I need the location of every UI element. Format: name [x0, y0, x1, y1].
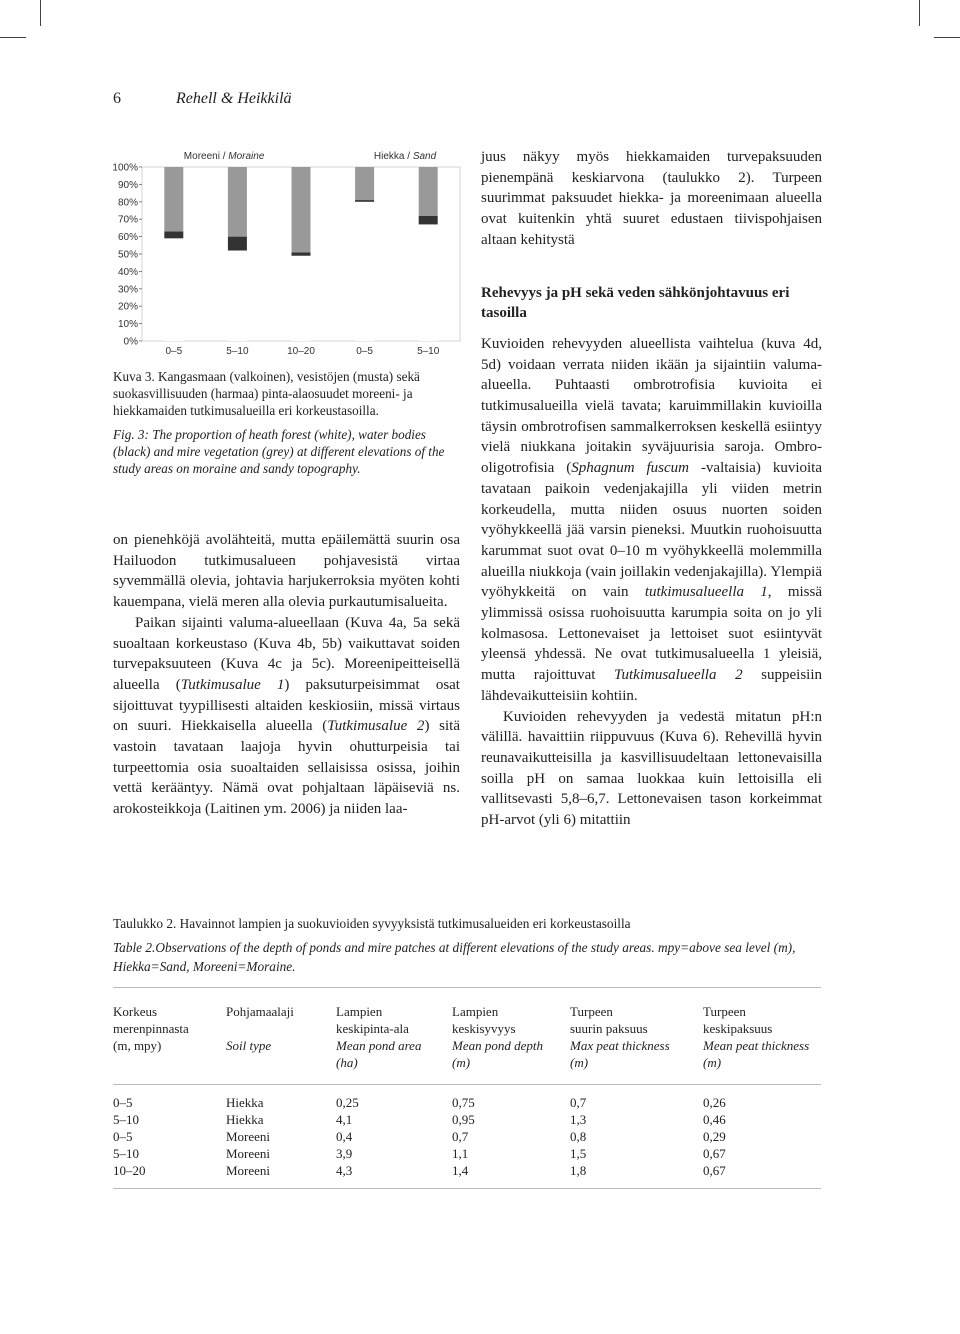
y-tick-label: 70% — [117, 214, 138, 226]
paragraph: on pienehköjä avolähteitä, mutta epäilemättä suurin osa Hailuodon tutkimusalueen pohjavesistä virtaa syvemmällä olevia, johtavia harjukerroksia myöten kohti kauempana, vielä meren alla olevia purkautumisalueita. — [113, 532, 460, 611]
paragraph: Kuvioiden rehevyyden ja vedestä mitatun pH:n välillä. havaittiin riippuvuus (Kuva 6). Rehevillä hyvin reunavaikutteisilla ja kasvillisuudeltaan lettonevaisilla soilla pH on samaa luokkaa kuin lettoisilla eli vallitsevasti 5,8–6,7. Lettonevaisen tason korkeimmat pH-arvot (yli 6) mitattiin — [481, 708, 822, 829]
bar-segment — [164, 167, 183, 231]
bar-segment — [355, 202, 374, 341]
table-rule-mid — [113, 1084, 821, 1085]
col-header-max-peat: Turpeen suurin paksuus Max peat thickness (m) — [570, 1004, 670, 1070]
bar-segment — [228, 251, 247, 341]
x-tick-label: 5–10 — [226, 346, 249, 357]
bar-segment — [419, 216, 438, 225]
page-number: 6 — [113, 90, 121, 107]
left-column — [113, 530, 460, 820]
table-body — [113, 1094, 823, 1179]
y-tick-label: 50% — [117, 249, 138, 261]
table-row: 5–10 Hiekka 4,1 0,95 1,3 0,46 — [113, 1112, 726, 1127]
table-row: 0–5 Hiekka 0,25 0,75 0,7 0,26 — [113, 1095, 726, 1110]
running-head-authors: Rehell & Heikkilä — [176, 90, 292, 107]
bar-segment — [292, 167, 311, 252]
table-rule-top — [113, 987, 821, 988]
bar-segment — [355, 200, 374, 202]
y-tick-label: 90% — [117, 179, 138, 191]
table-header — [113, 1003, 833, 1073]
x-tick-label: 0–5 — [356, 346, 373, 357]
y-tick-label: 100% — [112, 162, 138, 174]
bar-segment — [419, 224, 438, 341]
crop-mark — [40, 0, 41, 26]
table-caption-en: Table 2.Observations of the depth of ponds and mire patches at different elevations of the study areas. mpy=above sea level (m), Hiekka=Sand, Moreeni=Moraine. — [113, 940, 796, 974]
y-tick-label: 10% — [117, 319, 138, 331]
bar-segment — [164, 231, 183, 238]
bar-segment — [228, 237, 247, 251]
y-tick-label: 30% — [117, 284, 138, 296]
crop-mark — [919, 0, 920, 26]
bar-segment — [419, 167, 438, 216]
col-header-pond-depth: Lampien keskisyvyys Mean pond depth (m) — [452, 1004, 543, 1070]
figure-caption-fi: Kuva 3. Kangasmaan (valkoinen), vesistöjen (musta) sekä suokasvillisuuden (harmaa) pinta-alaosuudet moreeni- ja hiekkamaiden tutkimusalueilla eri korkeustasoilla. — [113, 369, 420, 418]
section-heading: Rehevyys ja pH sekä veden sähkönjohtavuus eri tasoilla — [481, 284, 790, 322]
y-tick-label: 40% — [117, 266, 138, 278]
col-header-mean-peat: Turpeen keskipaksuus Mean peat thickness (m) — [703, 1004, 810, 1070]
x-tick-label: 10–20 — [287, 346, 315, 357]
figure-3-chart — [110, 145, 465, 365]
bar-segment — [292, 252, 311, 255]
bar-segment — [164, 238, 183, 341]
table-rule-bottom — [113, 1188, 821, 1189]
col-header-pond-area: Lampien keskipinta-ala Mean pond area (ha) — [336, 1004, 422, 1070]
table-row: 10–20 Moreeni 4,3 1,4 1,8 0,67 — [113, 1163, 726, 1178]
crop-mark — [0, 37, 26, 38]
figure-caption-en: Fig. 3: The proportion of heath forest (white), water bodies (black) and mire vegetation (grey) at different elevations of the study areas on moraine and sandy topography. — [113, 427, 445, 476]
y-tick-label: 80% — [117, 197, 138, 209]
paragraph: Paikan sijainti valuma-alueellaan (Kuva 4a, 5a sekä suoaltaan korkeustaso (Kuva 4b, 5b) vaikuttavat soiden turvepaksuuteen (Kuva 4c ja 5c). Moreenipeitteisellä alueella (Tutkimusalue 1) paksuturpeisimmat osat sijoittuvat tyypillisesti altaiden keskiosiin, missä virtaus on suuri. Hiekkaisella alueella (Tutkimusalue 2) sitä vastoin tavataan laajoja hyvin ohutturpeisia tai turpeettomia osia suoaltaiden sellaisissa osissa, joihin vettä kerääntyy. Nämä ovat pohjaltaan läpäiseviä ns. arokosteikkoja (Laitinen ym. 2006) ja niiden laa- — [113, 614, 460, 818]
group-label: Hiekka / Sand — [373, 151, 437, 162]
crop-mark — [934, 37, 960, 38]
y-tick-label: 20% — [117, 301, 138, 313]
x-tick-label: 0–5 — [165, 346, 183, 357]
bar-segment — [228, 167, 247, 237]
x-tick-label: 5–10 — [417, 346, 440, 357]
table-caption-fi: Taulukko 2. Havainnot lampien ja suokuvioiden syvyyksistä tutkimusalueiden eri korkeustasoilla — [113, 916, 631, 931]
paragraph: Kuvioiden rehevyyden alueellista vaihtelua (kuva 4d, 5d) voidaan verrata niiden ikään ja sijaintiin valuma-alueella. Puhtaasti ombrotrofisia kuvioita ei tutkimusalueilla vielä tavata; karuimmillakin kuvioilla täysin ombrotrofisen sammalkerroksen keskellä esiintyy vielä niukkana joitakin syväjuurisia saroja. Ombro-oligotrofisia (Sphagnum fuscum -valtaisia) kuvioita tavataan paikoin vedenjakajilla yli viiden metrin korkeudella, mutta niiden osuus nuorten soiden vyöhykkeellä jää varsin pieneksi. Muutkin ruohoisuutta karummat suot ovat 0–10 m vyöhykkeellä molemmilla alueilla niukkoja (vain joillakin vedenjakajilla). Ylempiä vyöhykkeitä on vain tutkimusalueella 1, missä ylimmissä osissa ruohoisuutta karumpia soita on jo yli kolmasosa. Lettonevaiset ja lettoiset suot esiintyvät yleensä yhdessä. Ne ovat tutkimusalueella 1 yleisiä, mutta rajoittuvat Tutkimusalueella 2 suppeisiin lähdevaikutteisiin kohtiin. — [481, 335, 822, 704]
right-column — [481, 147, 822, 831]
y-tick-label: 0% — [123, 336, 138, 348]
table-row: 5–10 Moreeni 3,9 1,1 1,5 0,67 — [113, 1146, 726, 1161]
group-label: Moreeni / Moraine — [183, 151, 265, 162]
table-row: 0–5 Moreeni 0,4 0,7 0,8 0,29 — [113, 1129, 726, 1144]
y-tick-label: 60% — [117, 232, 138, 244]
paragraph: juus näkyy myös hiekkamaiden turvepaksuuden pienempänä keskiarvona (taulukko 2). Turpeen suurimmat paksuudet hiekka- ja moreenimaan alueella ovat kuitenkin yhtä suuret edustaen tiivispohjaisen altaan kehitystä — [481, 149, 822, 248]
col-header-soil: Pohjamaalaji Soil type — [226, 1004, 294, 1053]
col-header-elevation: Korkeus merenpinnasta (m, mpy) — [113, 1004, 189, 1053]
bar-segment — [355, 167, 374, 200]
bar-segment — [292, 256, 311, 341]
